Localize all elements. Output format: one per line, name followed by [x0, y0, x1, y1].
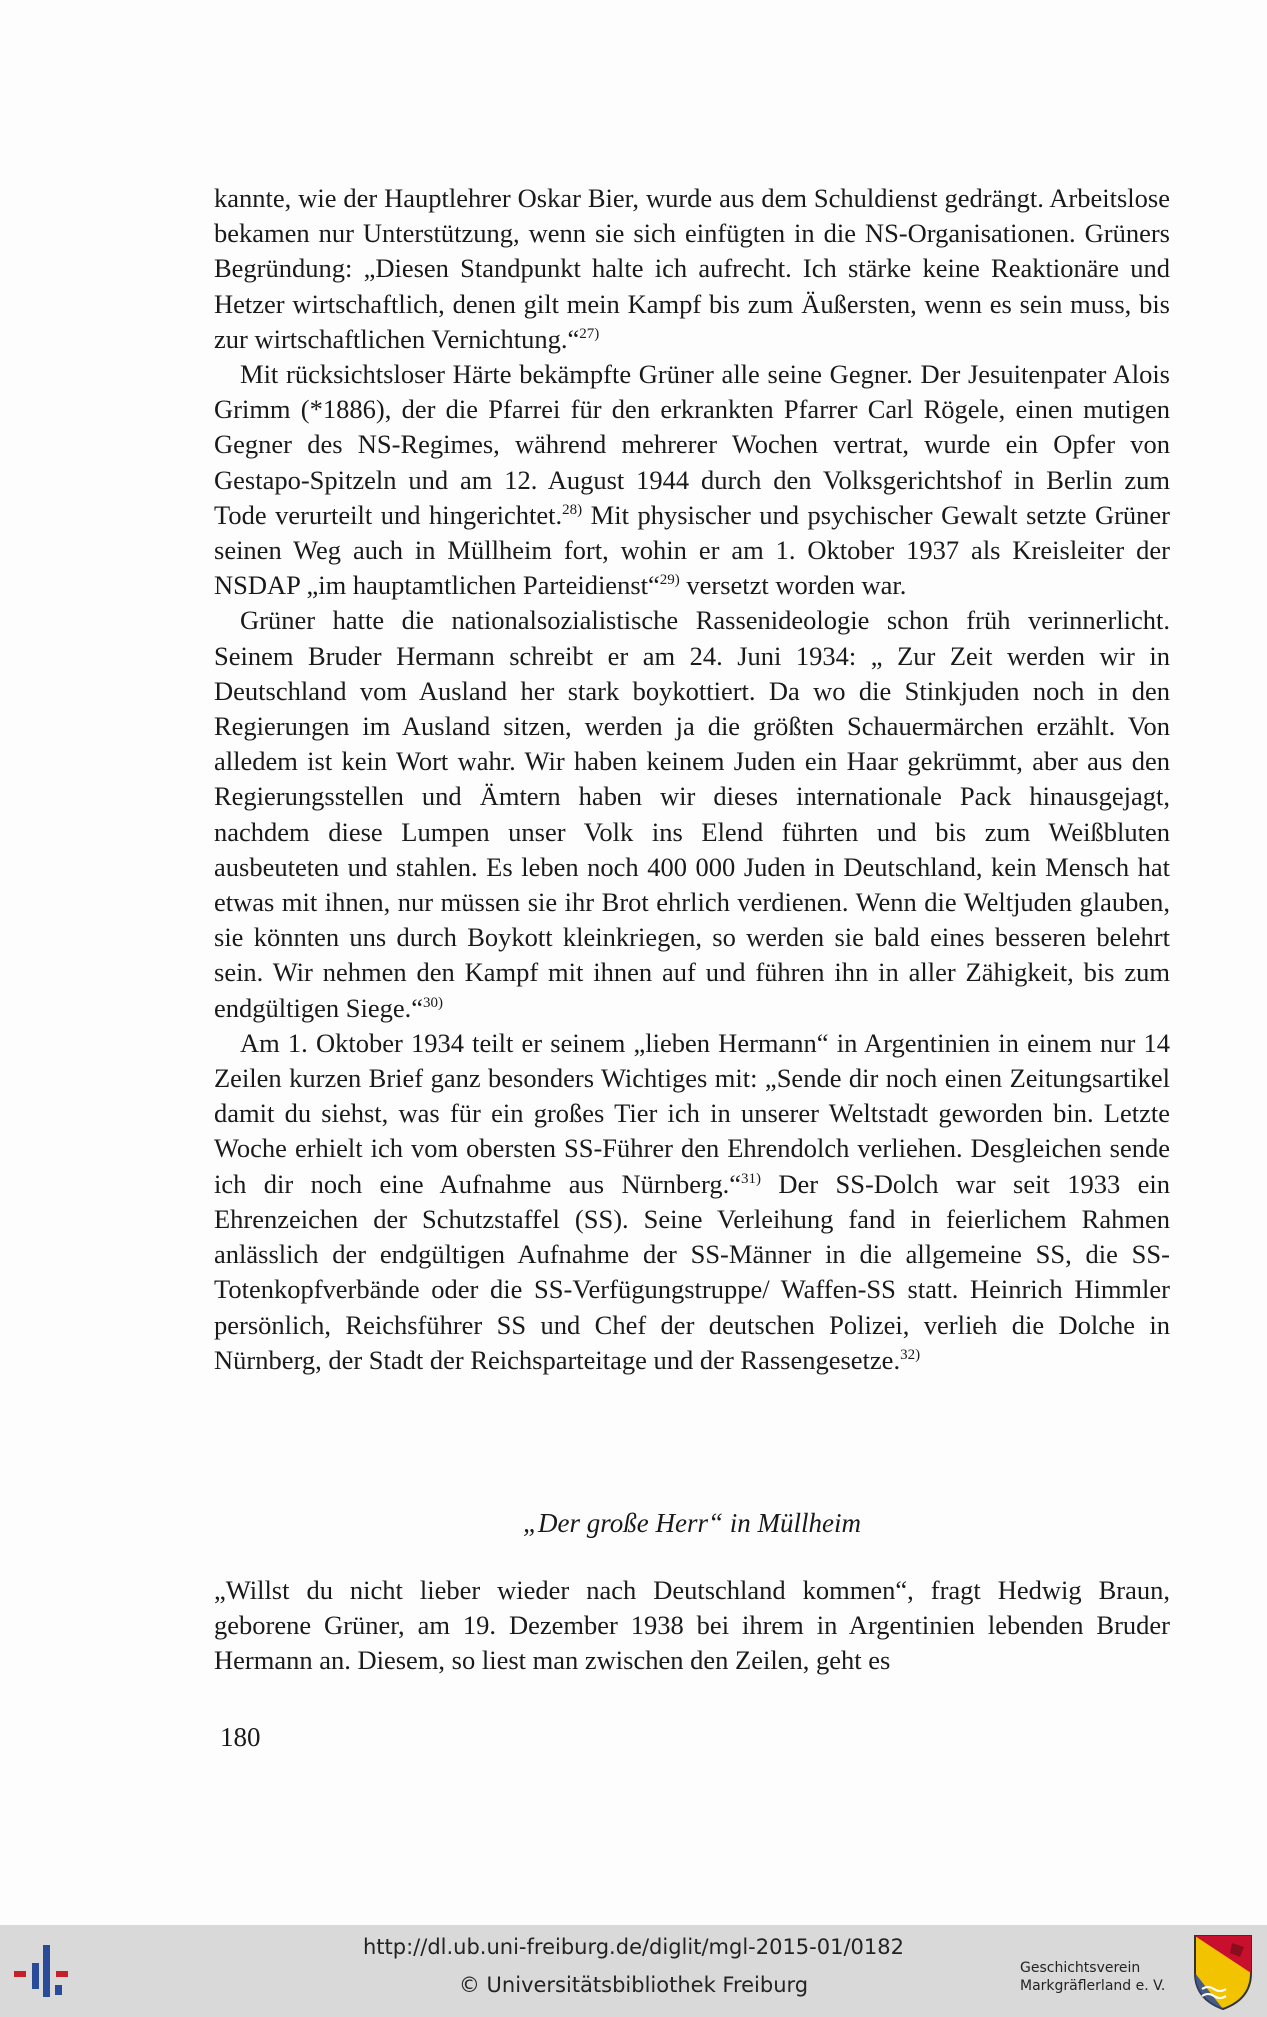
paragraph: „Willst du nicht lieber wieder nach Deutschland kommen“, fragt Hedwig Braun, geborene Grüner, am 19. Dezember 1938 bei ihrem in Argentinien lebenden Bruder Hermann an. Diesem, so liest man zwischen den Zeilen, geht es	[214, 1575, 1170, 1676]
paragraph	[214, 1026, 1170, 1378]
society-name	[1020, 1959, 1190, 1995]
footnote-ref: 28)	[562, 502, 583, 518]
footnote-ref: 30)	[423, 994, 443, 1011]
paragraph	[214, 357, 1170, 603]
paragraph-text: kannte, wie der Hauptlehrer Oskar Bier, wurde aus dem Schuldienst gedrängt. Arbeitslose bekamen nur Unterstützung, wenn sie sich einfügten in die NS-Organisationen. Grüners Begründung: „Diesen Standpunkt halte ich aufrecht. Ich stärke keine Reaktionäre und Hetzer wirtschaftlich, denen gilt mein Kampf bis zum Äußersten, wenn es sein muss, bis zur wirtschaftlichen Vernichtung.“	[214, 183, 1170, 354]
section-heading: „Der große Herr“ in Müllheim	[523, 1508, 861, 1538]
society-crest-icon	[1192, 1933, 1254, 2011]
paragraph-text: Mit physischer und psychischer Gewalt setzte Grüner seinen Weg auch in Müllheim fort, wohin er am 1. Oktober 1937 als Kreisleiter der NSDAP „im hauptamtlichen Parteidienst“	[214, 499, 1170, 601]
body-text	[214, 181, 1170, 1378]
footer-copyright: © Universitätsbibliothek Freiburg	[458, 1973, 809, 1997]
page-number: 180	[220, 1722, 261, 1752]
paragraph-text: Der SS-Dolch war seit 1933 ein Ehrenzeichen der Schutzstaffel (SS). Seine Verleihung fand in feierlichem Rahmen anlässlich der endgültigen Aufnahme der SS-Männer in die allgemeine SS, die SS-Totenkopfverbände oder die SS-Verfügungstruppe/ Waffen-SS statt. Heinrich Himmler persönlich, Reichsführer SS und Chef der deutschen Polizei, verlieh die Dolche in Nürnberg, der Stadt der Reichsparteitage und der Rassengesetze.	[214, 1168, 1170, 1375]
paragraph-text: Am 1. Oktober 1934 teilt er seinem „lieben Hermann“ in Argentinien in einem nur 14 Zeilen kurzen Brief ganz besonders Wichtiges mit: „Sende dir noch einen Zeitungsartikel damit du siehst, was für ein großes Tier ich in unserer Weltstadt geworden bin. Letzte Woche erhielt ich vom obersten SS-Führer den Ehrendolch verliehen. Desgleichen sende ich dir noch eine Aufnahme aus Nürnberg.“	[214, 1027, 1170, 1199]
body-text-continued	[214, 1573, 1170, 1679]
paragraph-text: Grüner hatte die nationalsozialistische Rassenideologie schon früh verinnerlicht. Seinem Bruder Hermann schreibt er am 24. Juni 1934: „ Zur Zeit werden wir in Deutschland vom Ausland her stark boykottiert. Da wo die Stinkjuden noch in den Regierungen im Ausland sitzen, werden ja die größten Schauermärchen erzählt. Von alledem ist kein Wort wahr. Wir haben keinem Juden ein Haar gekrümmt, aber aus den Regierungsstellen und Ämtern haben wir dieses internationale Pack hinausgejagt, nachdem diese Lumpen unser Volk ins Elend führten und bis zum Weißbluten ausbeuteten und stahlen. Es leben noch 400 000 Juden in Deutschland, kein Mensch hat etwas mit ihnen, nur müssen sie ihr Brot ehrlich verdienen. Wenn die Weltjuden glauben, sie könnten uns durch Boykott kleinkriegen, so werden sie bald eines besseren belehrt sein. Wir nehmen den Kampf mit ihnen auf und führen ihn in aller Zähigkeit, bis zum endgültigen Siege.“	[214, 605, 1170, 1023]
paragraph	[214, 181, 1170, 357]
society-line-1: Geschichtsverein	[1020, 1960, 1141, 1976]
footnote-ref: 31)	[740, 1170, 761, 1187]
footer-url[interactable]: http://dl.ub.uni-freiburg.de/diglit/mgl-2015-01/0182	[362, 1935, 904, 1959]
society-line-2: Markgräflerland e. V.	[1020, 1978, 1166, 1994]
paragraph-text: versetzt worden war.	[686, 570, 907, 601]
footnote-ref: 32)	[900, 1346, 921, 1363]
paragraph-text: Mit rücksichtsloser Härte bekämpfte Grüner alle seine Gegner. Der Jesuitenpater Alois Grimm (*1886), der die Pfarrei für den erkrankten Pfarrer Carl Rögele, einen mutigen Gegner des NS-Regimes, während mehrerer Wochen vertrat, wurde ein Opfer von Gestapo-Spitzeln und am 12. August 1944 durch den Volksgerichtshof in Berlin zum Tode verurteilt und hingerichtet.	[214, 359, 1170, 530]
paragraph	[214, 603, 1170, 1025]
footnote-ref: 27)	[579, 325, 600, 342]
footer-bar	[0, 1925, 1267, 2017]
footnote-ref: 29)	[659, 572, 680, 589]
